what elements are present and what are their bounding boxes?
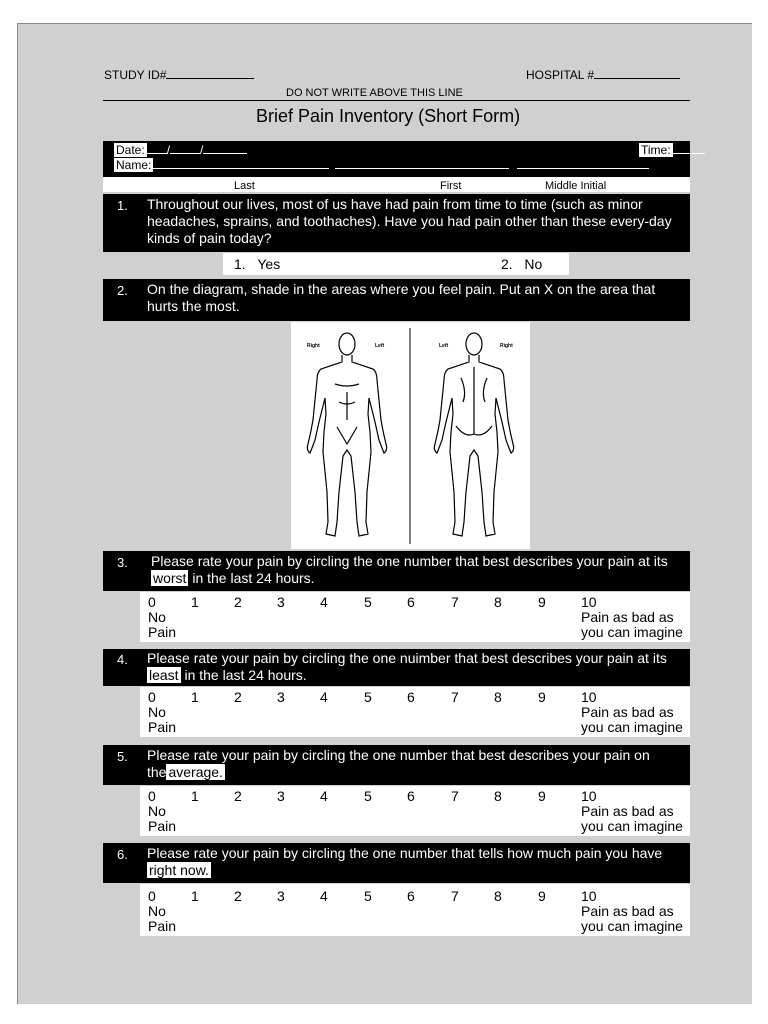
date-field[interactable]: Date: / /: [114, 144, 247, 157]
question-6: 6. Please rate your pain by circling the one number that tells how much pain you have right now.: [103, 843, 690, 883]
do-not-write-notice: DO NOT WRITE ABOVE THIS LINE: [286, 87, 463, 99]
info-block: [103, 141, 690, 192]
study-id-blank[interactable]: [166, 78, 254, 79]
rating-7[interactable]: 7: [451, 594, 459, 610]
rating-9[interactable]: 9: [538, 689, 546, 705]
question-2: 2. On the diagram, shade in the areas where you feel pain. Put an X on the area that hurts the most.: [103, 279, 690, 321]
low-anchor-line1: No: [148, 704, 166, 720]
question-1-text: Throughout our lives, most of us have had pain from time to time (such as minor headaches, sprains, and toothaches). Have you had pain other than these every-day kinds of pain today?: [147, 196, 672, 246]
rating-7[interactable]: 7: [451, 788, 459, 804]
rating-2[interactable]: 2: [234, 788, 242, 804]
rating-9[interactable]: 9: [538, 594, 546, 610]
rating-1[interactable]: 1: [191, 594, 199, 610]
rating-7[interactable]: 7: [451, 888, 459, 904]
header-divider: [103, 100, 690, 101]
high-anchor-line1: Pain as bad as: [581, 704, 674, 720]
name-sublabels: [103, 177, 690, 192]
high-anchor-line2: you can imagine: [581, 624, 683, 640]
low-anchor-line1: No: [148, 803, 166, 819]
question-3: 3. Please rate your pain by circling the one number that best describes your pain at its worst in the last 24 hours.: [103, 551, 690, 591]
emphasis-worst: worst: [153, 570, 187, 586]
question-5: 5. Please rate your pain by circling the one number that best describes your pain on the average.: [103, 745, 690, 785]
study-id-label: STUDY ID#: [104, 68, 167, 82]
high-anchor-line1: Pain as bad as: [581, 803, 674, 819]
rating-3[interactable]: 3: [277, 689, 285, 705]
question-5-text: Please rate your pain by circling the one number that best describes your pain on the average.: [147, 747, 650, 780]
rating-7[interactable]: 7: [451, 689, 459, 705]
rating-8[interactable]: 8: [494, 689, 502, 705]
hospital-field[interactable]: [526, 68, 680, 82]
high-anchor-line1: Pain as bad as: [581, 609, 674, 625]
rating-6[interactable]: 6: [407, 888, 415, 904]
high-anchor-line2: you can imagine: [581, 918, 683, 934]
form-title: Brief Pain Inventory (Short Form): [256, 106, 521, 126]
back-body-figure: [434, 333, 513, 536]
name-field[interactable]: [114, 159, 649, 172]
rating-3[interactable]: 3: [277, 594, 285, 610]
rating-1[interactable]: 1: [191, 788, 199, 804]
low-anchor-line2: Pain: [148, 719, 177, 735]
rating-6[interactable]: 6: [407, 689, 415, 705]
rating-scale-6: [140, 884, 690, 936]
question-1: 1. Throughout our lives, most of us have had pain from time to time (such as minor headaches, sprains, and toothaches). Have you had pain other than these every-day kinds of pain today?: [103, 194, 690, 252]
form-page: [17, 23, 752, 1004]
body-diagram[interactable]: Right Left Left Right: [291, 322, 530, 549]
question-3-text: Please rate your pain by circling the one number that best describes your pain at its worst in the last 24 hours.: [151, 553, 668, 586]
hospital-blank[interactable]: [594, 78, 680, 79]
rating-4[interactable]: 4: [320, 888, 328, 904]
low-anchor-line2: Pain: [148, 818, 177, 834]
rating-9[interactable]: 9: [538, 888, 546, 904]
middle-initial-label: Middle Initial: [545, 180, 607, 192]
rating-2[interactable]: 2: [234, 689, 242, 705]
time-label: Time:: [641, 143, 671, 157]
rating-scale-4: [140, 687, 690, 737]
low-anchor-line1: No: [148, 609, 166, 625]
rating-2[interactable]: 2: [234, 888, 242, 904]
hospital-label: HOSPITAL #: [526, 68, 595, 82]
rating-4[interactable]: 4: [320, 594, 328, 610]
rating-6[interactable]: 6: [407, 788, 415, 804]
date-label: Date:: [116, 143, 145, 157]
rating-scale-5: [140, 786, 690, 836]
front-body-figure: [307, 333, 386, 536]
rating-8[interactable]: 8: [494, 788, 502, 804]
rating-3[interactable]: 3: [277, 888, 285, 904]
question-6-text: Please rate your pain by circling the one number that tells how much pain you have right now.: [147, 845, 663, 878]
high-anchor-line1: Pain as bad as: [581, 903, 674, 919]
first-name-label: First: [440, 180, 462, 192]
question-1-options: [223, 253, 569, 275]
rating-0[interactable]: 0: [148, 888, 156, 904]
rating-6[interactable]: 6: [407, 594, 415, 610]
question-4-text: Please rate your pain by circling the one nuimber that best describes your pain at its least in the last 24 hours.: [147, 650, 667, 683]
rating-3[interactable]: 3: [277, 788, 285, 804]
emphasis-right-now: right now.: [149, 862, 209, 878]
rating-0[interactable]: 0: [148, 788, 156, 804]
option-no[interactable]: 2. No: [501, 256, 543, 272]
name-label: Name:: [116, 158, 152, 172]
rating-4[interactable]: 4: [320, 788, 328, 804]
rating-10[interactable]: 10: [581, 888, 597, 904]
rating-4[interactable]: 4: [320, 689, 328, 705]
high-anchor-line2: you can imagine: [581, 719, 683, 735]
emphasis-average: average.: [168, 764, 223, 780]
rating-8[interactable]: 8: [494, 888, 502, 904]
rating-1[interactable]: 1: [191, 689, 199, 705]
rating-5[interactable]: 5: [364, 888, 372, 904]
rating-9[interactable]: 9: [538, 788, 546, 804]
low-anchor-line2: Pain: [148, 624, 177, 640]
low-anchor-line1: No: [148, 903, 166, 919]
rating-0[interactable]: 0: [148, 594, 156, 610]
emphasis-least: least: [149, 667, 179, 683]
last-name-label: Last: [234, 180, 255, 192]
low-anchor-line2: Pain: [148, 918, 177, 934]
rating-10[interactable]: 10: [581, 689, 597, 705]
body-outline-figures: [291, 322, 530, 549]
high-anchor-line2: you can imagine: [581, 818, 683, 834]
rating-5[interactable]: 5: [364, 788, 372, 804]
rating-2[interactable]: 2: [234, 594, 242, 610]
rating-10[interactable]: 10: [581, 788, 597, 804]
question-2-text: On the diagram, shade in the areas where you feel pain. Put an X on the area that hurts the most.: [147, 281, 656, 314]
question-4: 4. Please rate your pain by circling the one nuimber that best describes your pain at its least in the last 24 hours.: [103, 649, 690, 686]
time-field[interactable]: [639, 144, 705, 157]
rating-1[interactable]: 1: [191, 888, 199, 904]
study-id-field[interactable]: [104, 68, 254, 82]
rating-5[interactable]: 5: [364, 689, 372, 705]
rating-5[interactable]: 5: [364, 594, 372, 610]
rating-0[interactable]: 0: [148, 689, 156, 705]
rating-10[interactable]: 10: [581, 594, 597, 610]
option-yes[interactable]: 1. Yes: [234, 256, 281, 272]
rating-scale-3: [140, 592, 690, 642]
rating-8[interactable]: 8: [494, 594, 502, 610]
